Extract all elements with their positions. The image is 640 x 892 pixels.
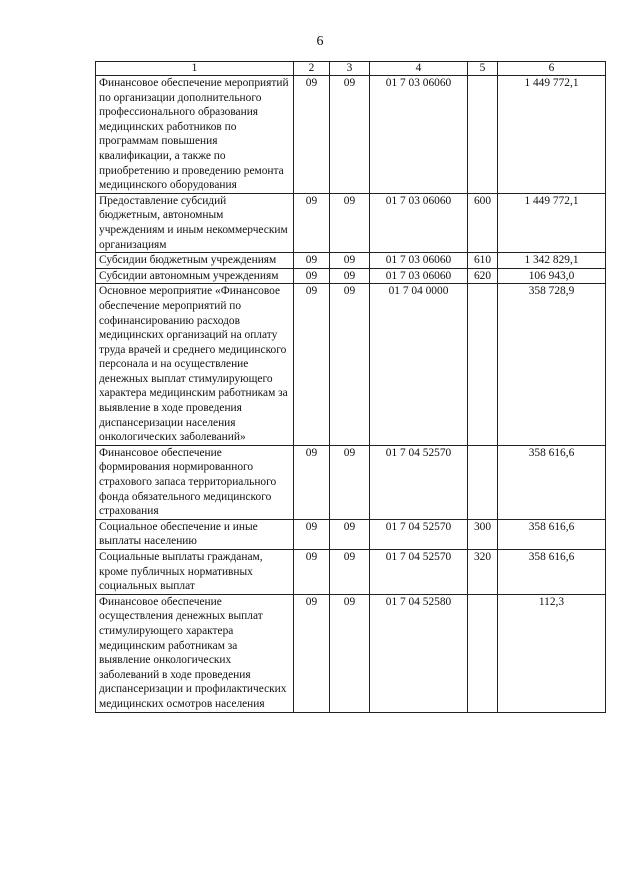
table-row bbox=[96, 76, 606, 194]
row-amount: 1 449 772,1 bbox=[498, 193, 606, 252]
row-subsection: 09 bbox=[330, 594, 370, 712]
row-code: 01 7 04 52570 bbox=[370, 550, 468, 595]
table-row bbox=[96, 519, 606, 549]
row-section: 09 bbox=[294, 76, 330, 194]
header-cell: 3 bbox=[330, 62, 370, 76]
row-section: 09 bbox=[294, 550, 330, 595]
row-subsection: 09 bbox=[330, 76, 370, 194]
row-type bbox=[468, 445, 498, 519]
table-row bbox=[96, 594, 606, 712]
row-section: 09 bbox=[294, 594, 330, 712]
row-subsection: 09 bbox=[330, 519, 370, 549]
row-amount: 358 728,9 bbox=[498, 284, 606, 446]
row-type: 610 bbox=[468, 253, 498, 269]
row-code: 01 7 04 52570 bbox=[370, 445, 468, 519]
row-type: 320 bbox=[468, 550, 498, 595]
row-code: 01 7 03 06060 bbox=[370, 193, 468, 252]
row-name: Финансовое обеспечение формирования нормированного страхового запаса территориального фонда обязательного медицинского страхования bbox=[96, 445, 294, 519]
row-amount: 1 449 772,1 bbox=[498, 76, 606, 194]
row-type: 620 bbox=[468, 268, 498, 284]
row-section: 09 bbox=[294, 193, 330, 252]
header-row bbox=[96, 62, 606, 76]
row-type bbox=[468, 594, 498, 712]
row-type bbox=[468, 76, 498, 194]
row-code: 01 7 03 06060 bbox=[370, 253, 468, 269]
budget-table bbox=[95, 61, 606, 713]
table-row bbox=[96, 268, 606, 284]
row-section: 09 bbox=[294, 268, 330, 284]
row-name: Социальные выплаты гражданам, кроме публичных нормативных социальных выплат bbox=[96, 550, 294, 595]
row-amount: 1 342 829,1 bbox=[498, 253, 606, 269]
table-row bbox=[96, 550, 606, 595]
table-row bbox=[96, 445, 606, 519]
row-name: Финансовое обеспечение осуществления денежных выплат стимулирующего характера медицинским работникам за выявление онкологических заболеваний в ходе проведения диспансеризации и профилактических медицинских осмотров населения bbox=[96, 594, 294, 712]
row-subsection: 09 bbox=[330, 445, 370, 519]
header-cell: 5 bbox=[468, 62, 498, 76]
row-code: 01 7 03 06060 bbox=[370, 76, 468, 194]
row-subsection: 09 bbox=[330, 268, 370, 284]
row-code: 01 7 04 52580 bbox=[370, 594, 468, 712]
row-amount: 358 616,6 bbox=[498, 519, 606, 549]
row-amount: 112,3 bbox=[498, 594, 606, 712]
row-code: 01 7 04 0000 bbox=[370, 284, 468, 446]
header-cell: 4 bbox=[370, 62, 468, 76]
table-row bbox=[96, 284, 606, 446]
row-amount: 358 616,6 bbox=[498, 550, 606, 595]
row-name: Субсидии бюджетным учреждениям bbox=[96, 253, 294, 269]
row-subsection: 09 bbox=[330, 193, 370, 252]
row-name: Социальное обеспечение и иные выплаты населению bbox=[96, 519, 294, 549]
row-type: 300 bbox=[468, 519, 498, 549]
row-section: 09 bbox=[294, 284, 330, 446]
row-code: 01 7 03 06060 bbox=[370, 268, 468, 284]
row-type bbox=[468, 284, 498, 446]
row-amount: 358 616,6 bbox=[498, 445, 606, 519]
header-cell: 6 bbox=[498, 62, 606, 76]
row-subsection: 09 bbox=[330, 253, 370, 269]
row-section: 09 bbox=[294, 519, 330, 549]
table-row bbox=[96, 253, 606, 269]
row-code: 01 7 04 52570 bbox=[370, 519, 468, 549]
header-cell: 1 bbox=[96, 62, 294, 76]
row-section: 09 bbox=[294, 445, 330, 519]
row-name: Предоставление субсидий бюджетным, автономным учреждениям и иным некоммерческим организациям bbox=[96, 193, 294, 252]
table-row bbox=[96, 193, 606, 252]
row-name: Финансовое обеспечение мероприятий по организации дополнительного профессионального образования медицинских работников по программам повышения квалификации, а также по приобретению и проведению ремонта медицинского оборудования bbox=[96, 76, 294, 194]
row-name: Основное мероприятие «Финансовое обеспечение мероприятий по софинансированию расходов медицинских организаций на оплату труда врачей и среднего медицинского персонала и на осуществление денежных выплат стимулирующего характера медицинским работникам за выявление в ходе проведения диспансеризации населения онкологических заболеваний» bbox=[96, 284, 294, 446]
header-cell: 2 bbox=[294, 62, 330, 76]
row-type: 600 bbox=[468, 193, 498, 252]
page-number: 6 bbox=[316, 34, 324, 49]
row-name: Субсидии автономным учреждениям bbox=[96, 268, 294, 284]
row-subsection: 09 bbox=[330, 284, 370, 446]
row-section: 09 bbox=[294, 253, 330, 269]
row-subsection: 09 bbox=[330, 550, 370, 595]
row-amount: 106 943,0 bbox=[498, 268, 606, 284]
